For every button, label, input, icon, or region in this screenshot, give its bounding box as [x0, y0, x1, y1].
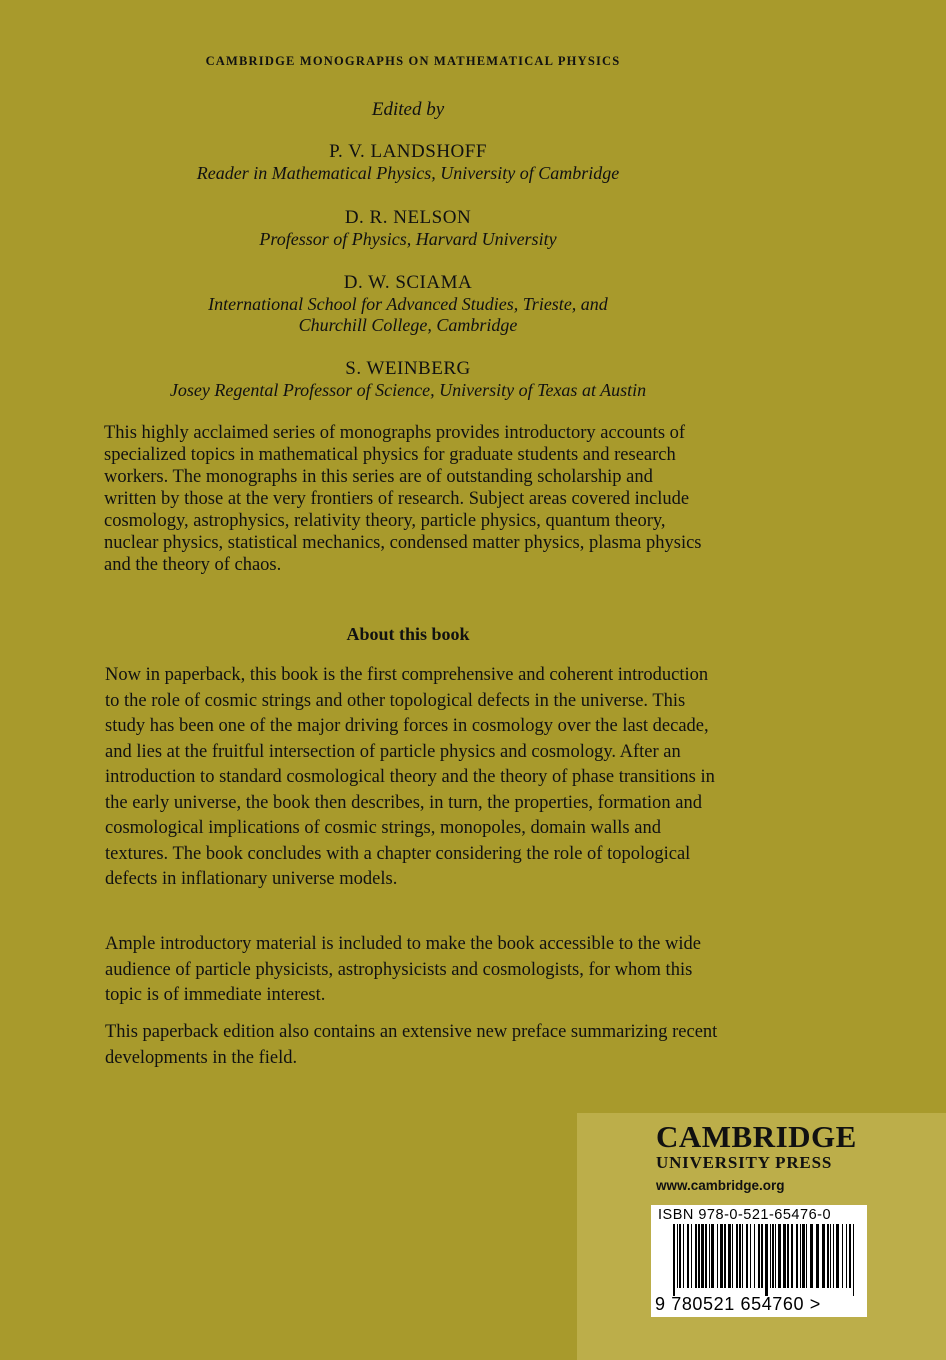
publisher-logo-name: CAMBRIDGE	[656, 1119, 857, 1154]
barcode-bar	[673, 1224, 675, 1296]
about-heading: About this book	[346, 624, 470, 644]
barcode-bar	[849, 1224, 851, 1288]
barcode-bar	[833, 1224, 834, 1288]
barcode-bar	[842, 1224, 843, 1288]
publisher-url: www.cambridge.org	[656, 1178, 785, 1193]
editor-block	[0, 358, 816, 401]
barcode-bar	[770, 1224, 771, 1288]
barcode-bar	[787, 1224, 789, 1288]
barcode-bar	[853, 1224, 854, 1296]
barcode-bar	[724, 1224, 726, 1288]
publisher-logo-subtitle: UNIVERSITY PRESS	[656, 1153, 833, 1172]
barcode-bar	[709, 1224, 710, 1288]
about-paragraph: Ample introductory material is included to make the book accessible to the wide audience of particle physicists, astrophysicists and cosmologists, for whom this topic is of immediate interest.	[105, 934, 701, 1005]
barcode-bar	[687, 1224, 689, 1288]
barcode-bar	[691, 1224, 692, 1288]
editor-name: D. W. SCIAMA	[343, 272, 473, 293]
barcode-bar	[742, 1224, 743, 1288]
barcode-bar	[816, 1224, 819, 1288]
barcode-bar	[732, 1224, 733, 1288]
editor-name: P. V. LANDSHOFF	[329, 141, 487, 162]
barcode-bar	[761, 1224, 763, 1288]
barcode-bar	[775, 1224, 776, 1288]
editor-affiliation: Josey Regental Professor of Science, University of Texas at Austin	[169, 380, 647, 400]
barcode-bar	[677, 1224, 678, 1288]
barcode-bar	[717, 1224, 718, 1288]
barcode-digits: 9 780521 654760 >	[655, 1294, 821, 1314]
edited-by-label: Edited by	[371, 99, 445, 120]
barcode-bar	[683, 1224, 684, 1288]
barcode-bar	[728, 1224, 731, 1288]
about-paragraph: Now in paperback, this book is the first comprehensive and coherent introduction to the role of cosmic strings and other topological defects in the universe. This study has been one of the major driving forces in cosmology over the last decade, and lies at the fruitful intersection of particle physics and cosmology. After an introduction to standard cosmological theory and the theory of phase transitions in the early universe, the book then describes, in turn, the properties, formation and cosmological implications of cosmic strings, monopoles, domain walls and textures. The book concludes with a chapter considering the role of topological defects in inflationary universe models.	[105, 665, 715, 889]
editor-affiliation: Reader in Mathematical Physics, University of Cambridge	[196, 163, 620, 183]
barcode-bar	[802, 1224, 805, 1288]
about-paragraph: This paperback edition also contains an extensive new preface summarizing recent developments in the field.	[105, 1022, 718, 1068]
series-description: This highly acclaimed series of monographs provides introductory accounts of specialized topics in mathematical physics for graduate students and research workers. The monographs in this series are of outstanding scholarship and written by those at the very frontiers of research. Subject areas covered include cosmology, astrophysics, relativity theory, particle physics, quantum theory, nuclear physics, statistical mechanics, condensed matter physics, plasma physics and the theory of chaos.	[104, 423, 702, 575]
editor-name: D. R. NELSON	[344, 207, 472, 228]
isbn-label: ISBN 978-0-521-65476-0	[658, 1207, 832, 1223]
barcode-bar	[783, 1224, 786, 1288]
barcode-bar	[754, 1224, 755, 1288]
barcode-bar	[822, 1224, 825, 1288]
editor-name: S. WEINBERG	[345, 358, 471, 379]
barcode-bar	[705, 1224, 707, 1288]
barcode-bar	[778, 1224, 781, 1288]
barcode-bars	[651, 1224, 867, 1296]
barcode-bar	[720, 1224, 723, 1288]
barcode-bar	[830, 1224, 831, 1288]
barcode-bar	[698, 1224, 700, 1288]
barcode-bar	[846, 1224, 847, 1288]
barcode-bar	[695, 1224, 697, 1288]
barcode-bar	[750, 1224, 751, 1288]
barcode-bar	[796, 1224, 798, 1288]
barcode-bar	[810, 1224, 813, 1288]
barcode-bar	[746, 1224, 748, 1288]
barcode-bar	[736, 1224, 738, 1288]
barcode-bar	[701, 1224, 704, 1288]
series-title: CAMBRIDGE MONOGRAPHS ON MATHEMATICAL PHYSICS	[205, 54, 621, 68]
barcode-bar	[806, 1224, 807, 1288]
barcode-bar	[791, 1224, 793, 1288]
barcode-bar	[836, 1224, 839, 1288]
barcode-bar	[772, 1224, 774, 1288]
editor-block	[0, 272, 816, 336]
barcode-bar	[758, 1224, 760, 1288]
barcode-bar	[739, 1224, 741, 1288]
editor-affiliation: Professor of Physics, Harvard University	[259, 229, 557, 249]
editor-affiliation: International School for Advanced Studies, Trieste, and Churchill College, Cambridge	[208, 294, 608, 335]
barcode-bar	[765, 1224, 768, 1296]
barcode-bar	[679, 1224, 681, 1288]
editor-block	[0, 207, 816, 250]
barcode-bar	[711, 1224, 714, 1288]
editor-block	[0, 141, 816, 184]
barcode-bar	[800, 1224, 801, 1288]
barcode-bar	[827, 1224, 829, 1288]
